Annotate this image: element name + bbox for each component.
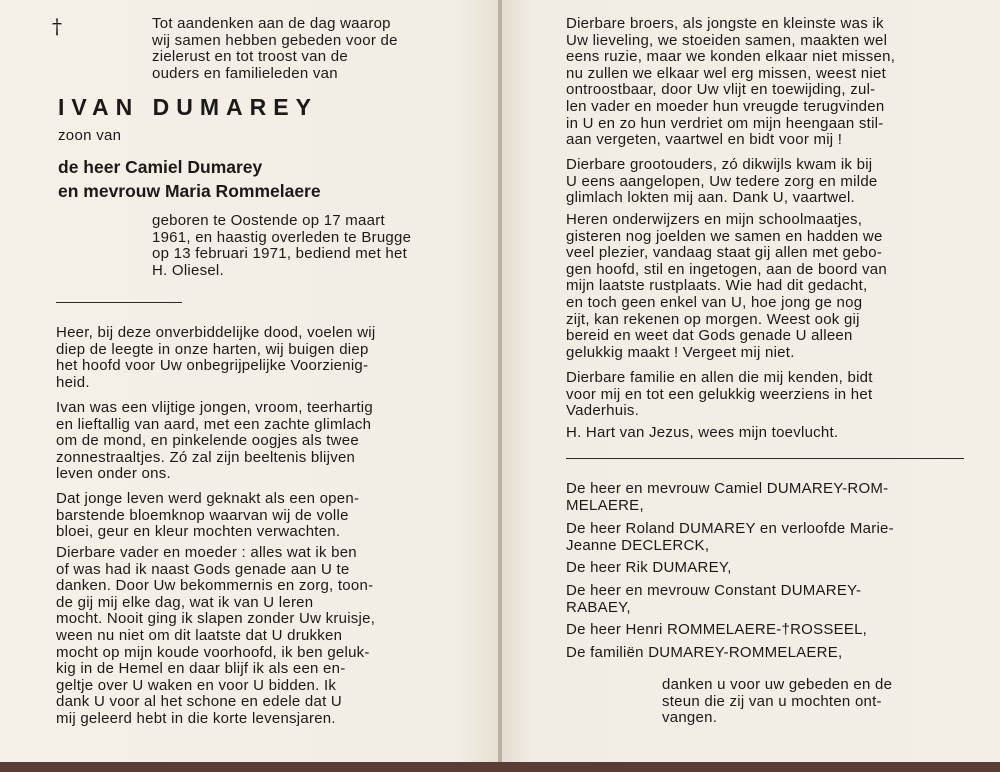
cross-icon: † (52, 14, 62, 38)
teachers-paragraph: Heren onderwijzers en mijn schoolmaatjes, gisteren nog joelden we samen en hadden we veel plezier, vandaag staat gij allen met gebo- gen hoofd, stil en ingetogen, aan de boord van mijn laatste rustplaats. Wie had dit gedacht, en toch geen enkel van U, hoe jong ge nog zijt, kan rekenen op morgen. Weest ook gij bereid en weet dat Gods genade U alleen gelukkig maakt ! Vergeet mij niet. (566, 211, 887, 361)
parents-names: de heer Camiel Dumarey en mevrouw Maria Rommelaere (58, 157, 321, 201)
deceased-name: IVAN DUMAREY (58, 94, 318, 120)
family-entry: De heer Henri ROMMELAERE-†ROSSEEL, (566, 621, 868, 638)
grandparents-paragraph: Dierbare grootouders, zó dikwijls kwam ik bij U eens aangelopen, Uw tedere zorg en milde glimlach lokten mij aan. Dank U, vaartwel. (566, 156, 878, 207)
family-entry: De familiën DUMAREY-ROMMELAERE, (566, 644, 843, 661)
zoon-van-label: zoon van (58, 127, 122, 144)
brothers-paragraph: Dierbare broers, als jongste en kleinste was ik Uw lieveling, we stoeiden samen, maakten wel eens ruzie, maar we konden elkaar niet missen, nu zullen we elkaar wel erg missen, weest niet ontroostbaar, door Uw vlijt en toewijding, zul- len vader en moeder hun vreugde terugvinden in U en zo hun verdriet om mijn heengaan stil- aan vergeten, vaartwel en bidt voor mij ! (566, 15, 896, 149)
prayer-paragraph-2: Ivan was een vlijtige jongen, vroom, teerhartig en lieftallig van aard, met een zachte glimlach om de mond, en pinkelende oogjes als twee zonnestraaltjes. Zó zal zijn beeltenis blijven leven onder ons. (56, 399, 373, 483)
family-entry: De heer Rik DUMAREY, (566, 559, 732, 576)
intro-text: Tot aandenken aan de dag waarop wij samen hebben gebeden voor de zielerust en tot troost van de ouders en familieleden van (152, 15, 398, 82)
birth-death-text: geboren te Oostende op 17 maart 1961, en haastig overleden te Brugge op 13 februari 1971, bediend met het H. Oliesel. (152, 212, 412, 279)
family-paragraph: Dierbare familie en allen die mij kenden, bidt voor mij en tot een gelukkig weerziens in het Vaderhuis. (566, 369, 873, 420)
prayer-paragraph-1: Heer, bij deze onverbiddelijke dood, voelen wij diep de leegte in onze harten, wij buigen diep het hoofd voor Uw onbegrijpelijke Voorzienig- heid. (56, 324, 376, 391)
closing-prayer: H. Hart van Jezus, wees mijn toevlucht. (566, 424, 839, 441)
prayer-paragraph-3: Dat jonge leven werd geknakt als een open- barstende bloemknop waarvan wij de volle bloei, geur en kleur mochten verwachten. (56, 490, 360, 541)
family-entry: De heer en mevrouw Camiel DUMAREY-ROM- MELAERE, (566, 480, 889, 514)
left-page (0, 0, 498, 762)
thanks-text: danken u voor uw gebeden en de steun die zij van u mochten ont- vangen. (662, 676, 893, 727)
family-entry: De heer Roland DUMAREY en verloofde Marie- Jeanne DECLERCK, (566, 520, 894, 554)
family-entry: De heer en mevrouw Constant DUMAREY- RABAEY, (566, 582, 862, 616)
prayer-paragraph-4: Dierbare vader en moeder : alles wat ik ben of was had ik naast Gods genade aan U te danken. Door Uw bekommernis en zorg, toon- de gij mij elke dag, wat ik van U leren mocht. Nooit ging ik slapen zonder Uw kruisje, ween nu niet om dit laatste dat U drukken mocht op mijn koude voorhoofd, ik ben geluk- kig in de Hemel en daar blijf ik als een en- geltje over U waken en voor U bidden. Ik dank U voor al het schone en edele dat U mij geleerd hebt in die korte levensjaren. (56, 544, 376, 727)
divider-line-right (566, 458, 964, 459)
bottom-edge (0, 762, 1000, 772)
divider-line (56, 302, 182, 303)
